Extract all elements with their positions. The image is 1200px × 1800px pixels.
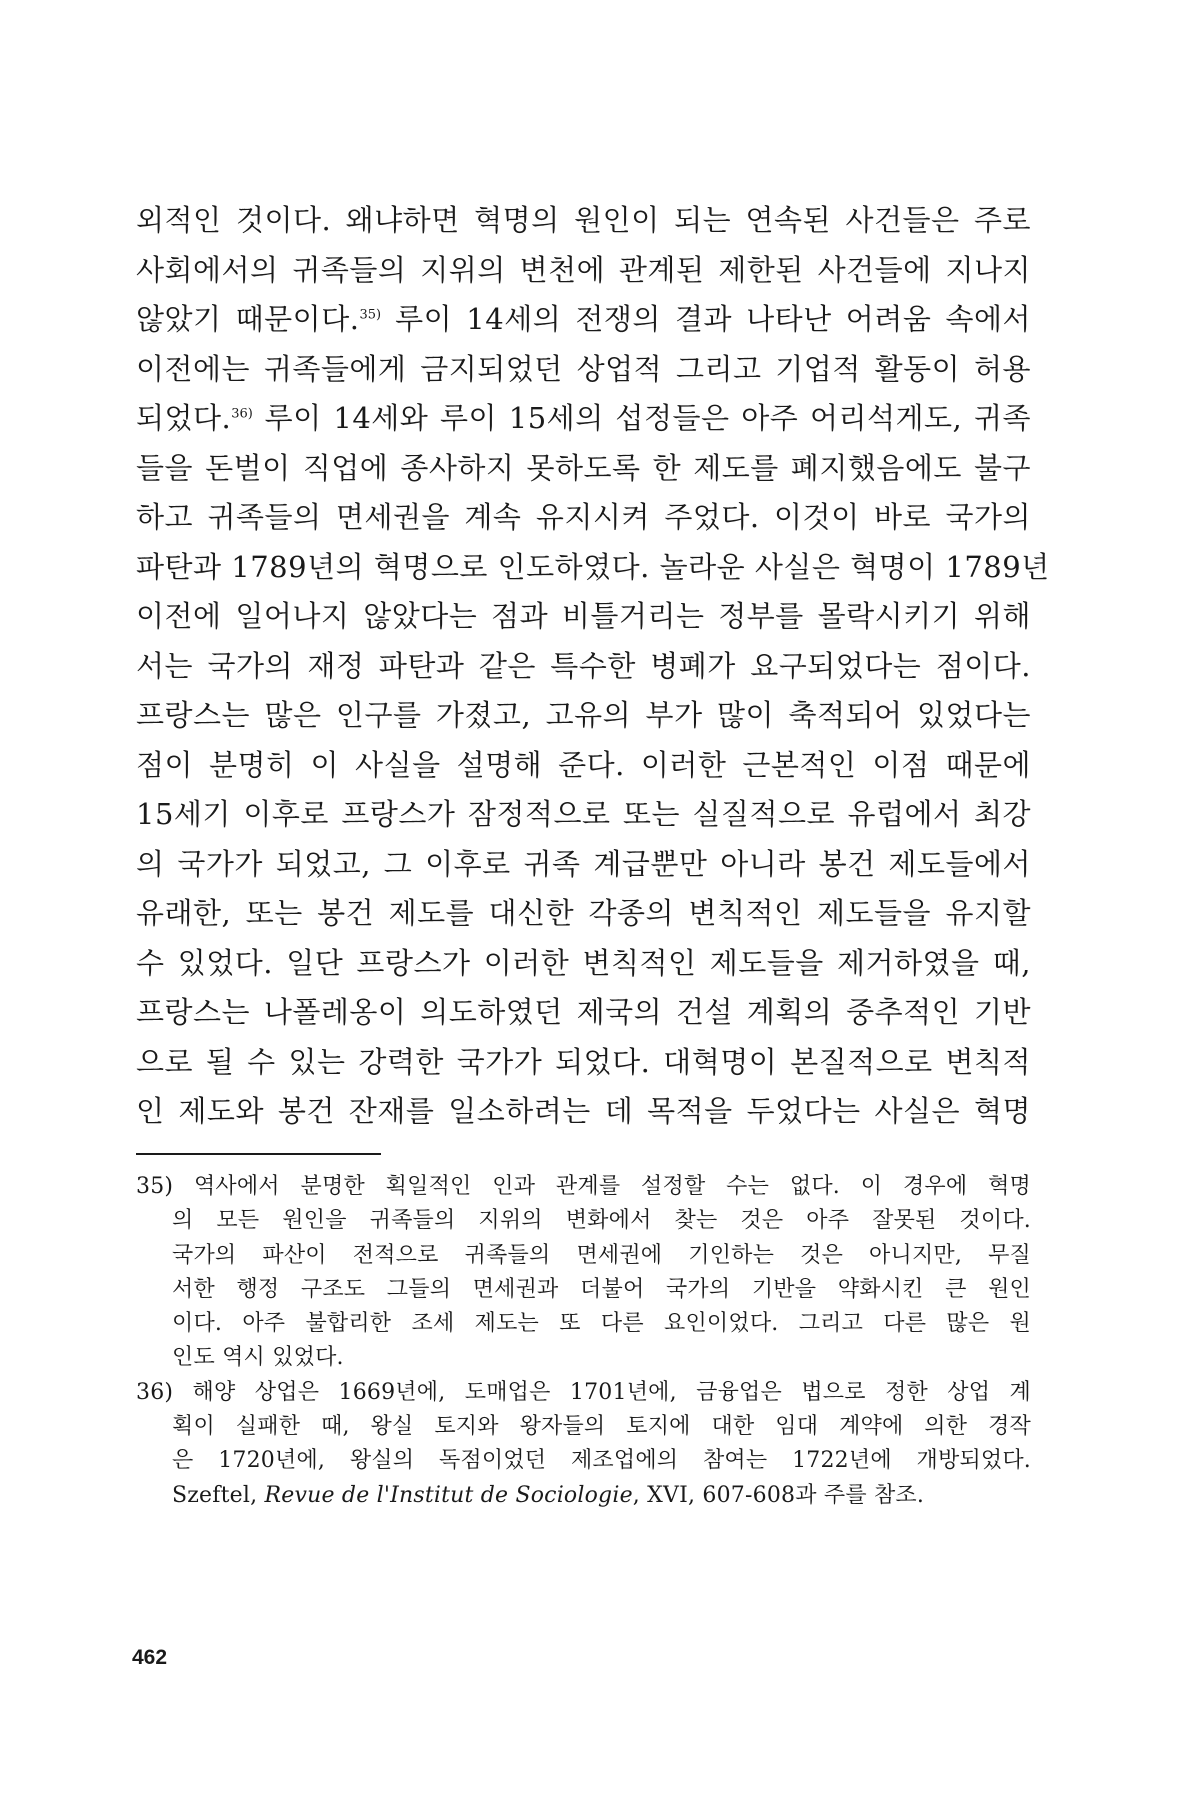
text-line: 들을 돈벌이 직업에 종사하지 못하도록 한 제도를 폐지했음에도 불구 — [136, 450, 1031, 485]
citation-rest: , XVI, 607-608과 주를 참조. — [632, 1482, 925, 1508]
citation-work: Revue de l'Institut de Sociologie — [264, 1482, 633, 1508]
text-line: 15세기 이후로 프랑스가 잠정적으로 또는 실질적으로 유럽에서 최강 — [136, 797, 1031, 831]
footnote-35-line: 인도 역시 있었다. — [172, 1345, 344, 1371]
footnote-divider — [136, 1153, 381, 1155]
text-line: 파탄과 1789년의 혁명으로 인도하였다. 놀라운 사실은 혁명이 1789년 — [136, 549, 1050, 584]
footnote-35-line: 국가의 파산이 전적으로 귀족들의 면세권에 기인하는 것은 아니지만, 무질 — [172, 1242, 1031, 1268]
footnotes — [136, 1170, 1031, 1513]
footnote-36-line: 36) 해양 상업은 1669년에, 도매업은 1701년에, 금융업은 법으로 정한 상업 계 — [136, 1379, 1031, 1405]
text-line: 점이 분명히 이 사실을 설명해 준다. 이러한 근본적인 이점 때문에 — [136, 747, 1031, 782]
text-line: 이전에 일어나지 않았다는 점과 비틀거리는 정부를 몰락시키기 위해 — [136, 599, 1031, 633]
text-line: 수 있었다. 일단 프랑스가 이러한 변칙적인 제도들을 제거하였을 때, — [136, 945, 1031, 980]
footnote-ref-35[interactable]: 35) — [359, 307, 382, 323]
text-line: 으로 될 수 있는 강력한 국가가 되었다. 대혁명이 본질적으로 변칙적 — [136, 1044, 1031, 1079]
footnote-36-citation — [136, 1479, 1031, 1513]
text-line: 의 국가가 되었고, 그 이후로 귀족 계급뿐만 아니라 봉건 제도들에서 — [136, 846, 1031, 881]
text-segment: 않았기 때문이다. — [136, 302, 360, 336]
footnote-35-line: 35) 역사에서 분명한 획일적인 인과 관계를 설정할 수는 없다. 이 경우에 혁명 — [136, 1174, 1031, 1199]
text-segment: 되었다. — [136, 401, 232, 435]
text-line: 프랑스는 많은 인구를 가졌고, 고유의 부가 많이 축적되어 있었다는 — [136, 698, 1031, 732]
text-line — [136, 394, 1031, 444]
page-number: 462 — [132, 1646, 168, 1669]
text-line: 유래한, 또는 봉건 제도를 대신한 각종의 변칙적인 제도들을 유지할 — [136, 896, 1031, 930]
main-text — [136, 196, 1050, 1137]
text-line: 서는 국가의 재정 파탄과 같은 특수한 병폐가 요구되었다는 점이다. — [136, 648, 1031, 683]
text-line: 인 제도와 봉건 잔재를 일소하려는 데 목적을 두었다는 사실은 혁명 — [136, 1094, 1031, 1128]
text-line — [136, 295, 1031, 345]
text-segment: 루이 14세의 전쟁의 결과 나타난 어려움 속에서 — [381, 302, 1031, 336]
text-line: 사회에서의 귀족들의 지위의 변천에 관계된 제한된 사건들에 지나지 — [136, 252, 1031, 287]
footnote-35-line: 이다. 아주 불합리한 조세 제도는 또 다른 요인이었다. 그리고 다른 많은 원 — [172, 1311, 1031, 1337]
footnote-35-line: 서한 행정 구조도 그들의 면세권과 더불어 국가의 기반을 약화시킨 큰 원인 — [172, 1276, 1031, 1302]
text-line: 하고 귀족들의 면세권을 계속 유지시켜 주었다. 이것이 바로 국가의 — [136, 500, 1031, 534]
citation-author: Szeftel, — [172, 1482, 265, 1508]
text-line: 외적인 것이다. 왜냐하면 혁명의 원인이 되는 연속된 사건들은 주로 — [136, 203, 1031, 237]
footnote-36-line: 은 1720년에, 왕실의 독점이었던 제조업에의 참여는 1722년에 개방되었다. — [172, 1448, 1031, 1474]
text-line: 프랑스는 나폴레옹이 의도하였던 제국의 건설 계획의 중추적인 기반 — [136, 995, 1031, 1029]
footnote-ref-36[interactable]: 36) — [231, 406, 253, 422]
footnote-35-line: 의 모든 원인을 귀족들의 지위의 변화에서 찾는 것은 아주 잘못된 것이다. — [172, 1208, 1031, 1234]
footnote-36-line: 획이 실패한 때, 왕실 토지와 왕자들의 토지에 대한 임대 계약에 의한 경작 — [172, 1414, 1031, 1440]
text-line: 이전에는 귀족들에게 금지되었던 상업적 그리고 기업적 활동이 허용 — [136, 351, 1031, 386]
text-segment: 루이 14세와 루이 15세의 섭정들은 아주 어리석게도, 귀족 — [252, 401, 1031, 435]
